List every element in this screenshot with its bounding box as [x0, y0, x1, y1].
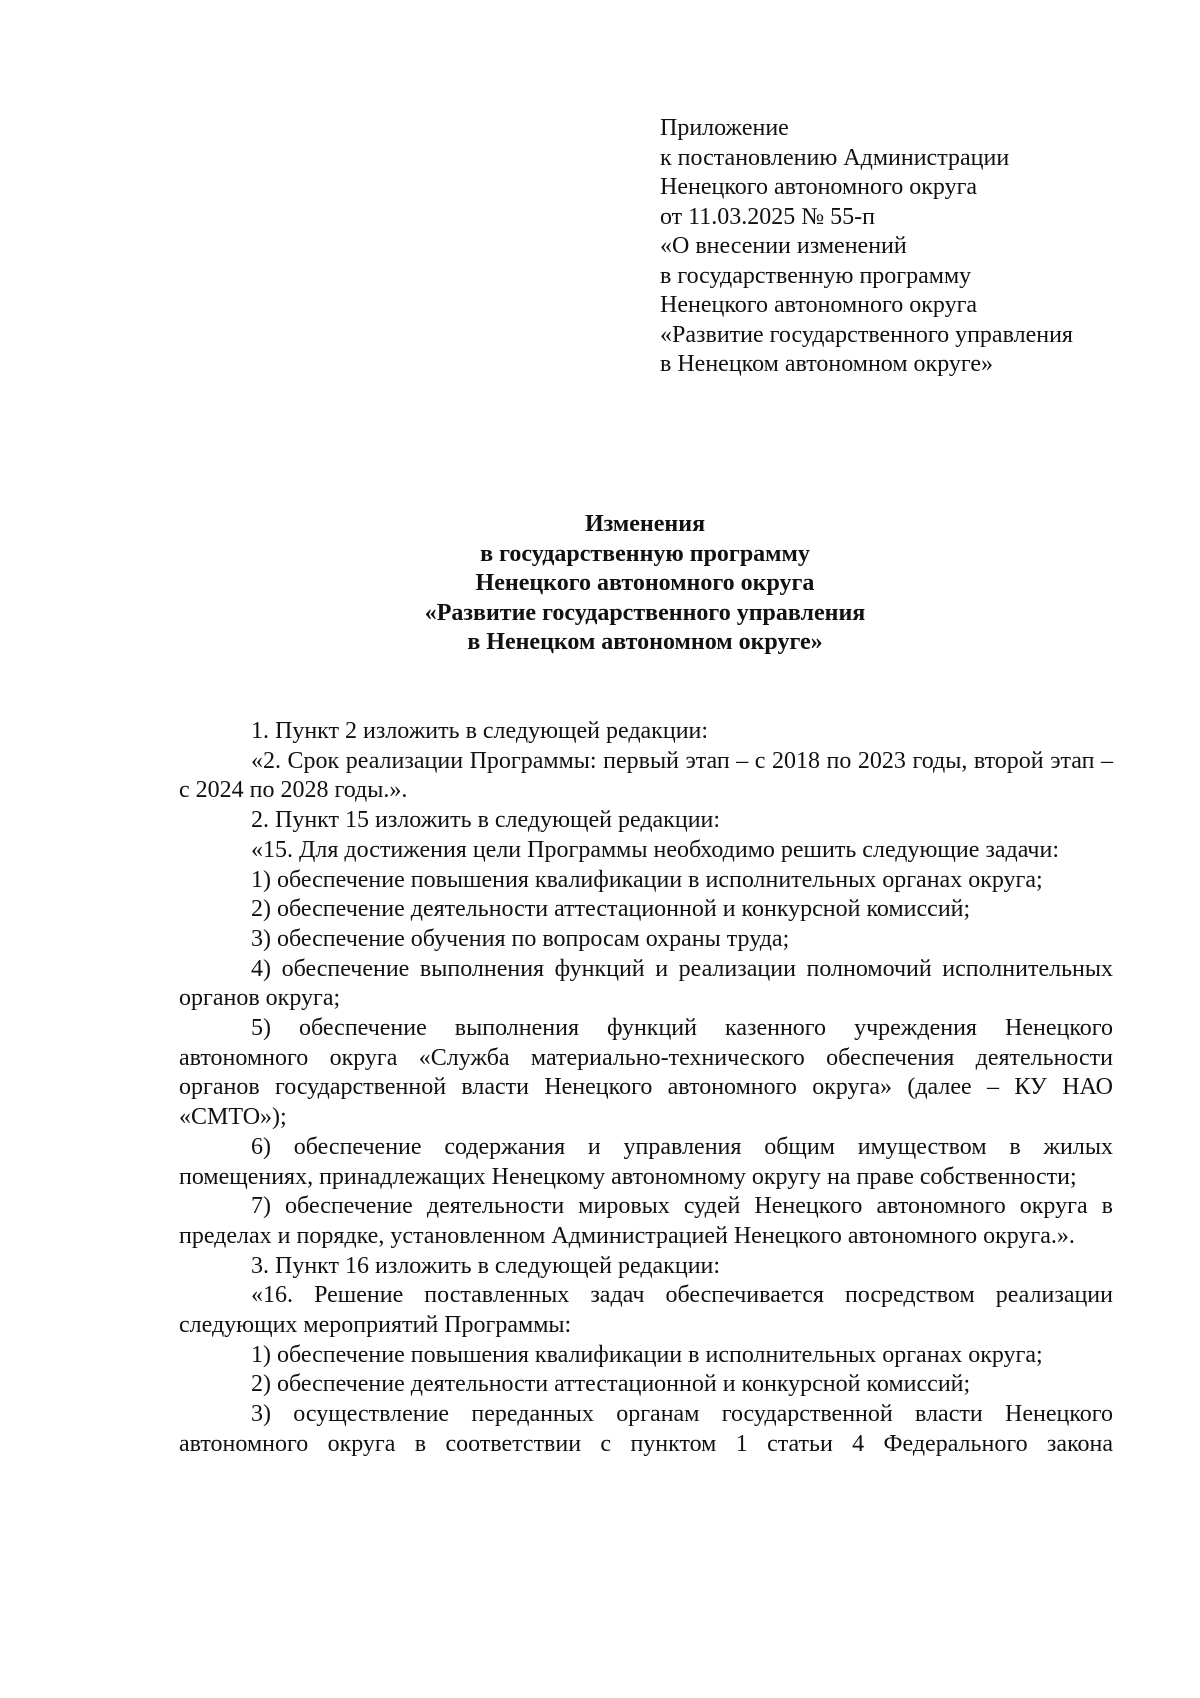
paragraph: 7) обеспечение деятельности мировых судей Ненецкого автономного округа в пределах и порядке, установленном Администрацией Ненецкого автономного округа.». — [179, 1193, 1113, 1249]
appendix-line: Ненецкого автономного округа — [660, 292, 978, 318]
paragraph: 4) обеспечение выполнения функций и реализации полномочий исполнительных органов округа; — [179, 955, 1113, 1012]
title-line: Ненецкого автономного округа — [475, 570, 815, 596]
appendix-line: «О внесении изменений — [660, 233, 907, 259]
paragraph: «16. Решение поставленных задач обеспечивается посредством реализации следующих мероприятий Программы: — [179, 1282, 1113, 1339]
paragraph: 1. Пункт 2 изложить в следующей редакции: — [251, 718, 709, 744]
paragraph: 2. Пункт 15 изложить в следующей редакции: — [251, 807, 721, 834]
appendix-line: Приложение — [660, 115, 789, 141]
appendix-block — [660, 114, 1160, 380]
paragraph: 1) обеспечение повышения квалификации в исполнительных органах округа; — [251, 1341, 1043, 1368]
title-line: в государственную программу — [480, 540, 810, 567]
paragraph: «2. Срок реализации Программы: первый этап – с 2018 по 2023 годы, второй этап – с 2024 по 2028 годы.». — [179, 747, 1113, 804]
paragraph: 3) осуществление переданных органам государственной власти Ненецкого автономного округа в соответствии с пунктом 1 статьи 4 Федерального закона — [179, 1401, 1113, 1457]
paragraph: 2) обеспечение деятельности аттестационной и конкурсной комиссий; — [251, 896, 971, 923]
paragraph: 3. Пункт 16 изложить в следующей редакции: — [251, 1252, 721, 1279]
paragraph: «15. Для достижения цели Программы необходимо решить следующие задачи: — [251, 836, 1060, 863]
paragraph: 2) обеспечение деятельности аттестационной и конкурсной комиссий; — [251, 1371, 971, 1398]
title-line: в Ненецком автономном округе» — [467, 629, 823, 655]
document-title — [180, 510, 1110, 658]
paragraph: 6) обеспечение содержания и управления общим имуществом в жилых помещениях, принадлежащих Ненецкому автономному округу на праве собственности; — [179, 1133, 1113, 1190]
appendix-line: Ненецкого автономного округа — [660, 174, 978, 200]
appendix-line: в Ненецком автономном округе» — [660, 351, 994, 377]
paragraph: 3) обеспечение обучения по вопросам охраны труда; — [251, 925, 790, 952]
paragraph: 5) обеспечение выполнения функций казенного учреждения Ненецкого автономного округа «Служба материально-технического обеспечения деятельности органов государственной власти Ненецкого автономного округа» (далее – КУ НАО «СМТО»); — [179, 1015, 1113, 1131]
appendix-line: «Развитие государственного управления — [660, 321, 1073, 348]
appendix-line: от 11.03.2025 № 55-п — [660, 203, 876, 230]
appendix-line: в государственную программу — [660, 262, 972, 289]
title-line: «Развитие государственного управления — [424, 599, 866, 626]
appendix-line: к постановлению Администрации — [660, 144, 1010, 171]
document-body — [179, 717, 1113, 1460]
paragraph: 1) обеспечение повышения квалификации в исполнительных органах округа; — [251, 866, 1043, 893]
title-line: Изменения — [584, 511, 706, 537]
